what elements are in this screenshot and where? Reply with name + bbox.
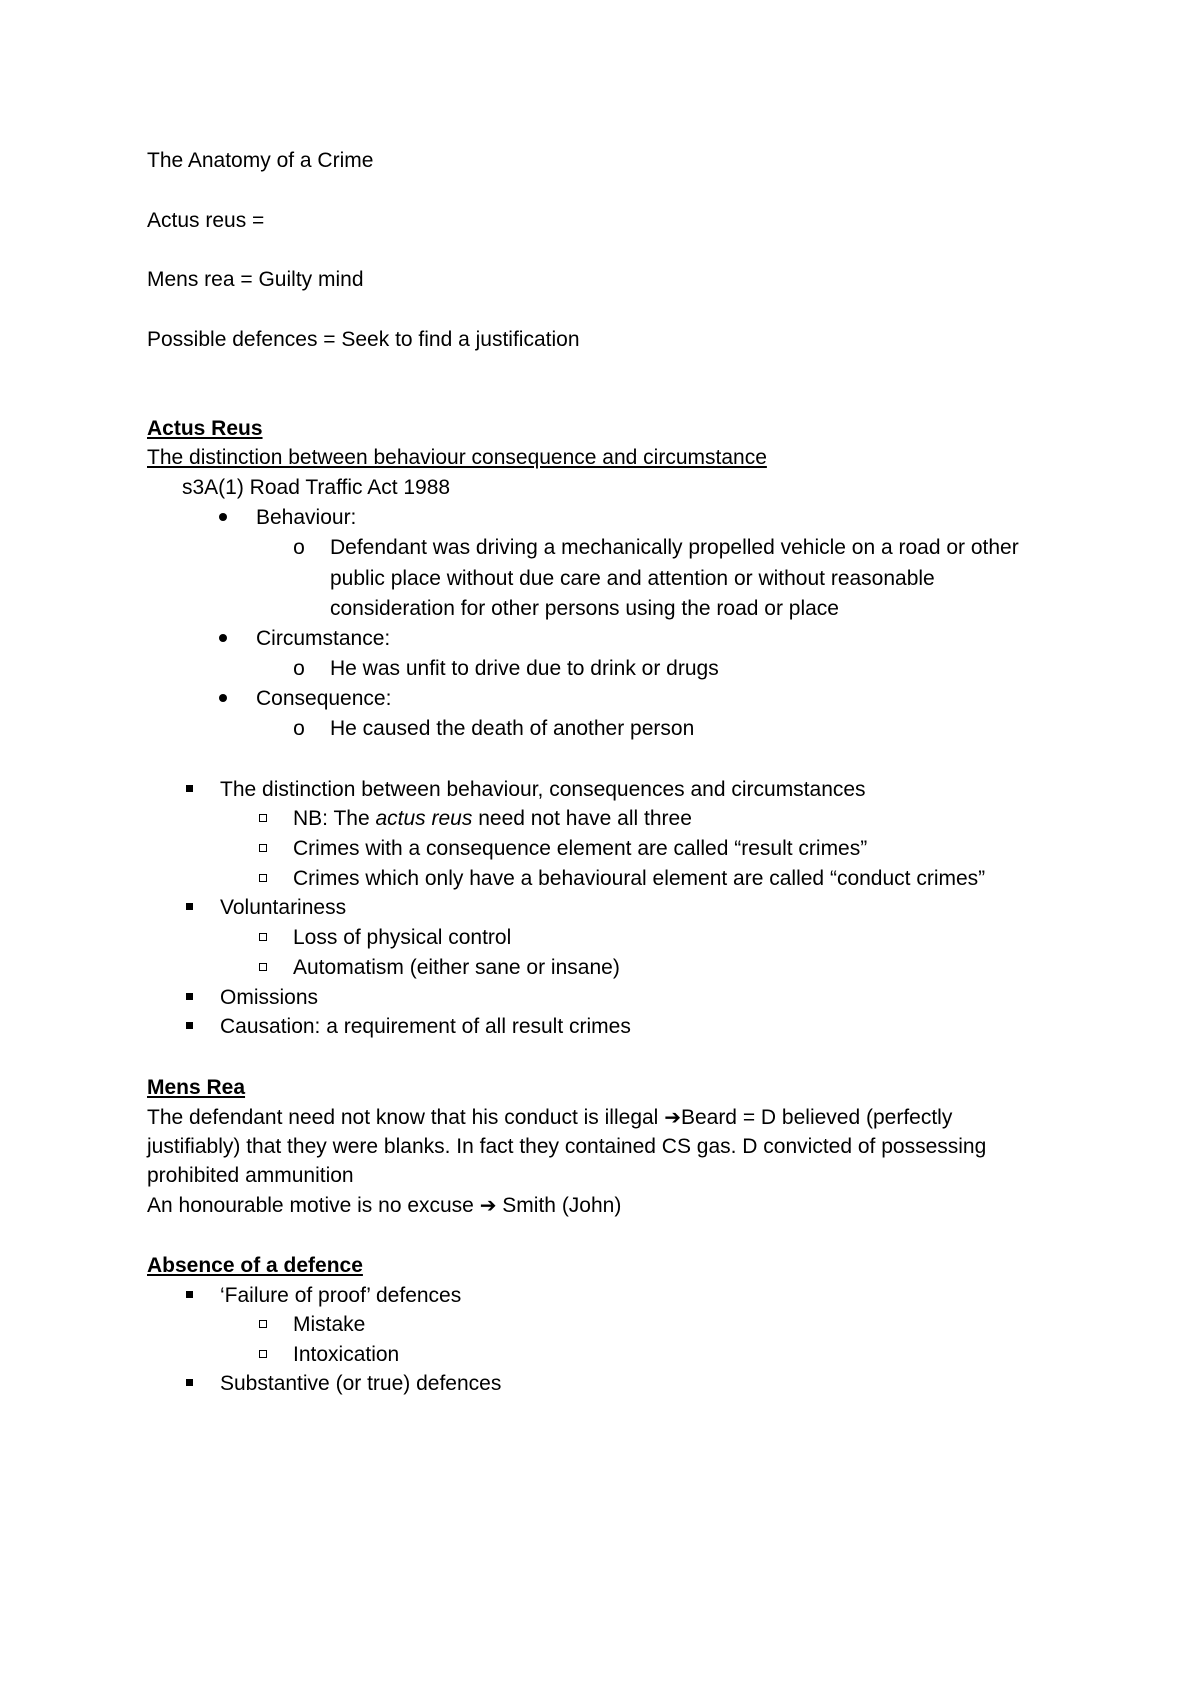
consequence-text: He caused the death of another person [330,717,695,740]
square-bullet-icon [182,983,196,1013]
mens-rea-line-1 [147,1102,952,1133]
square-bullet-icon [182,1281,196,1311]
mens-rea-line-4-end: Smith (John) [496,1194,622,1217]
square-bullet-icon [182,1012,196,1042]
nb-suffix: need not have all three [472,807,692,830]
failure-of-proof-item: ‘Failure of proof’ defences [220,1284,462,1307]
mistake-item: Mistake [293,1313,366,1336]
mens-rea-definition: Mens rea = Guilty mind [147,268,364,291]
possible-defences-definition: Possible defences = Seek to find a justification [147,328,580,351]
disc-bullet-icon [216,503,230,533]
mens-rea-line-1-end: Beard = D believed (perfectly [680,1106,953,1129]
mens-rea-line-2: justifiably) that they were blanks. In fact they contained CS gas. D convicted of possessing [147,1135,987,1158]
disc-bullet-icon [216,684,230,714]
behaviour-text-line-2: public place without due care and attention or without reasonable [330,567,935,590]
circle-bullet-icon: o [293,657,305,680]
actus-reus-heading: Actus Reus [147,417,263,440]
document-title: The Anatomy of a Crime [147,149,374,172]
behaviour-label: Behaviour: [256,506,357,529]
loss-of-control-item: Loss of physical control [293,926,512,949]
mens-rea-line-4-start: An honourable motive is no excuse [147,1194,480,1217]
mens-rea-line-3: prohibited ammunition [147,1164,354,1187]
mens-rea-line-1-start: The defendant need not know that his conduct is illegal [147,1106,665,1129]
voluntariness-item: Voluntariness [220,896,347,919]
causation-item: Causation: a requirement of all result crimes [220,1015,631,1038]
mens-rea-line-4 [147,1190,621,1221]
behaviour-text-line-3: consideration for other persons using the road or place [330,597,839,620]
hollow-square-bullet-icon [256,834,270,864]
conduct-crimes-item: Crimes which only have a behavioural element are called “conduct crimes” [293,867,986,890]
hollow-square-bullet-icon [256,953,270,983]
mens-rea-heading: Mens Rea [147,1076,246,1099]
actus-reus-subheading: The distinction between behaviour consequence and circumstance [147,446,767,469]
arrow-right-icon: ➔ [664,1105,681,1129]
consequence-label: Consequence: [256,687,392,710]
nb-note [293,804,692,834]
hollow-square-bullet-icon [256,864,270,894]
result-crimes-item: Crimes with a consequence element are called “result crimes” [293,837,868,860]
circumstance-label: Circumstance: [256,627,391,650]
circumstance-text: He was unfit to drive due to drink or drugs [330,657,719,680]
statute-reference: s3A(1) Road Traffic Act 1988 [182,476,451,499]
intoxication-item: Intoxication [293,1343,400,1366]
nb-italic-term: actus reus [375,807,473,830]
hollow-square-bullet-icon [256,804,270,834]
square-bullet-icon [182,775,196,805]
omissions-item: Omissions [220,986,319,1009]
disc-bullet-icon [216,624,230,654]
hollow-square-bullet-icon [256,1340,270,1370]
nb-prefix: NB: The [293,807,376,830]
hollow-square-bullet-icon [256,1310,270,1340]
square-bullet-icon [182,893,196,923]
circle-bullet-icon: o [293,717,305,740]
substantive-defences-item: Substantive (or true) defences [220,1372,502,1395]
absence-of-defence-heading: Absence of a defence [147,1254,363,1277]
square-bullet-icon [182,1369,196,1399]
distinction-item: The distinction between behaviour, consequences and circumstances [220,778,866,801]
behaviour-text-line-1: Defendant was driving a mechanically propelled vehicle on a road or other [330,536,1019,559]
actus-reus-definition: Actus reus = [147,209,265,232]
circle-bullet-icon: o [293,536,305,559]
hollow-square-bullet-icon [256,923,270,953]
arrow-right-icon: ➔ [479,1193,497,1217]
automatism-item: Automatism (either sane or insane) [293,956,620,979]
